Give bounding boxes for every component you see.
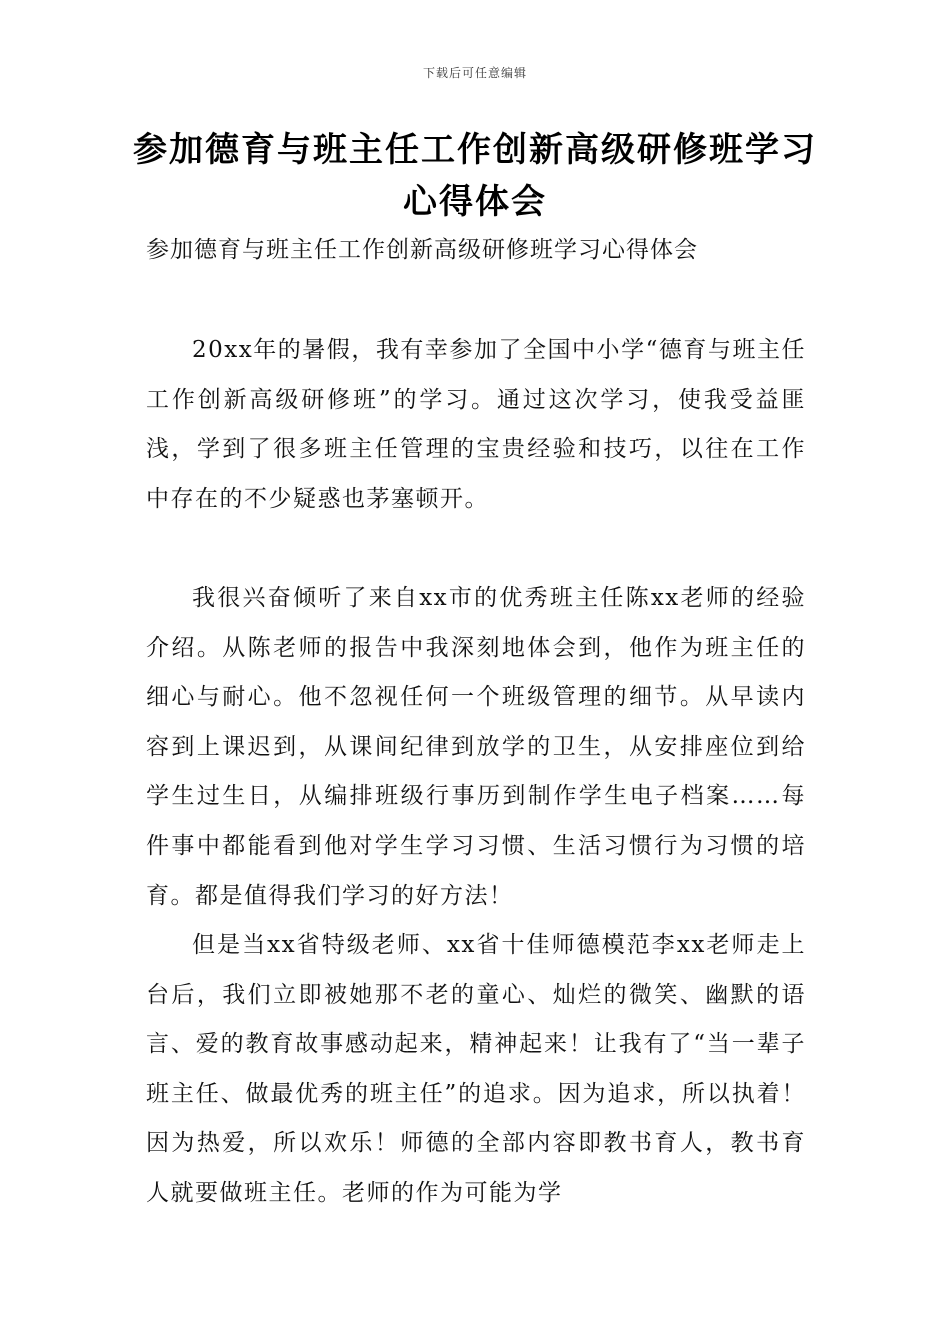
document-title: 参加德育与班主任工作创新高级研修班学习心得体会 xyxy=(133,130,817,222)
paragraph-2: 我很兴奋倾听了来自xx市的优秀班主任陈xx老师的经验介绍。从陈老师的报告中我深刻地体会到，他作为班主任的细心与耐心。他不忽视任何一个班级管理的细节。从早读内容到上课迟到，从课间纪律到放学的卫生，从安排座位到给学生过生日，从编排班级行事历到制作学生电子档案……每件事中都能看到他对学生学习习惯、生活习惯行为习惯的培育。都是值得我们学习的好方法！ xyxy=(146,585,806,909)
document-subtitle: 参加德育与班主任工作创新高级研修班学习心得体会 xyxy=(146,237,698,263)
page-header-note: 下载后可任意编辑 xyxy=(422,66,527,80)
paragraph-3: 但是当xx省特级老师、xx省十佳师德模范李xx老师走上台后，我们立即被她那不老的童心、灿烂的微笑、幽默的语言、爱的教育故事感动起来，精神起来！让我有了“当一辈子班主任、做最优秀的班主任”的追求。因为追求，所以执着！因为热爱，所以欢乐！师德的全部内容即教书育人，教书育人就要做班主任。老师的作为可能为学 xyxy=(146,932,806,1206)
paragraph-1: 20xx年的暑假，我有幸参加了全国中小学“德育与班主任工作创新高级研修班”的学习。通过这次学习，使我受益匪浅，学到了很多班主任管理的宝贵经验和技巧，以往在工作中存在的不少疑惑也茅塞顿开。 xyxy=(146,337,806,512)
